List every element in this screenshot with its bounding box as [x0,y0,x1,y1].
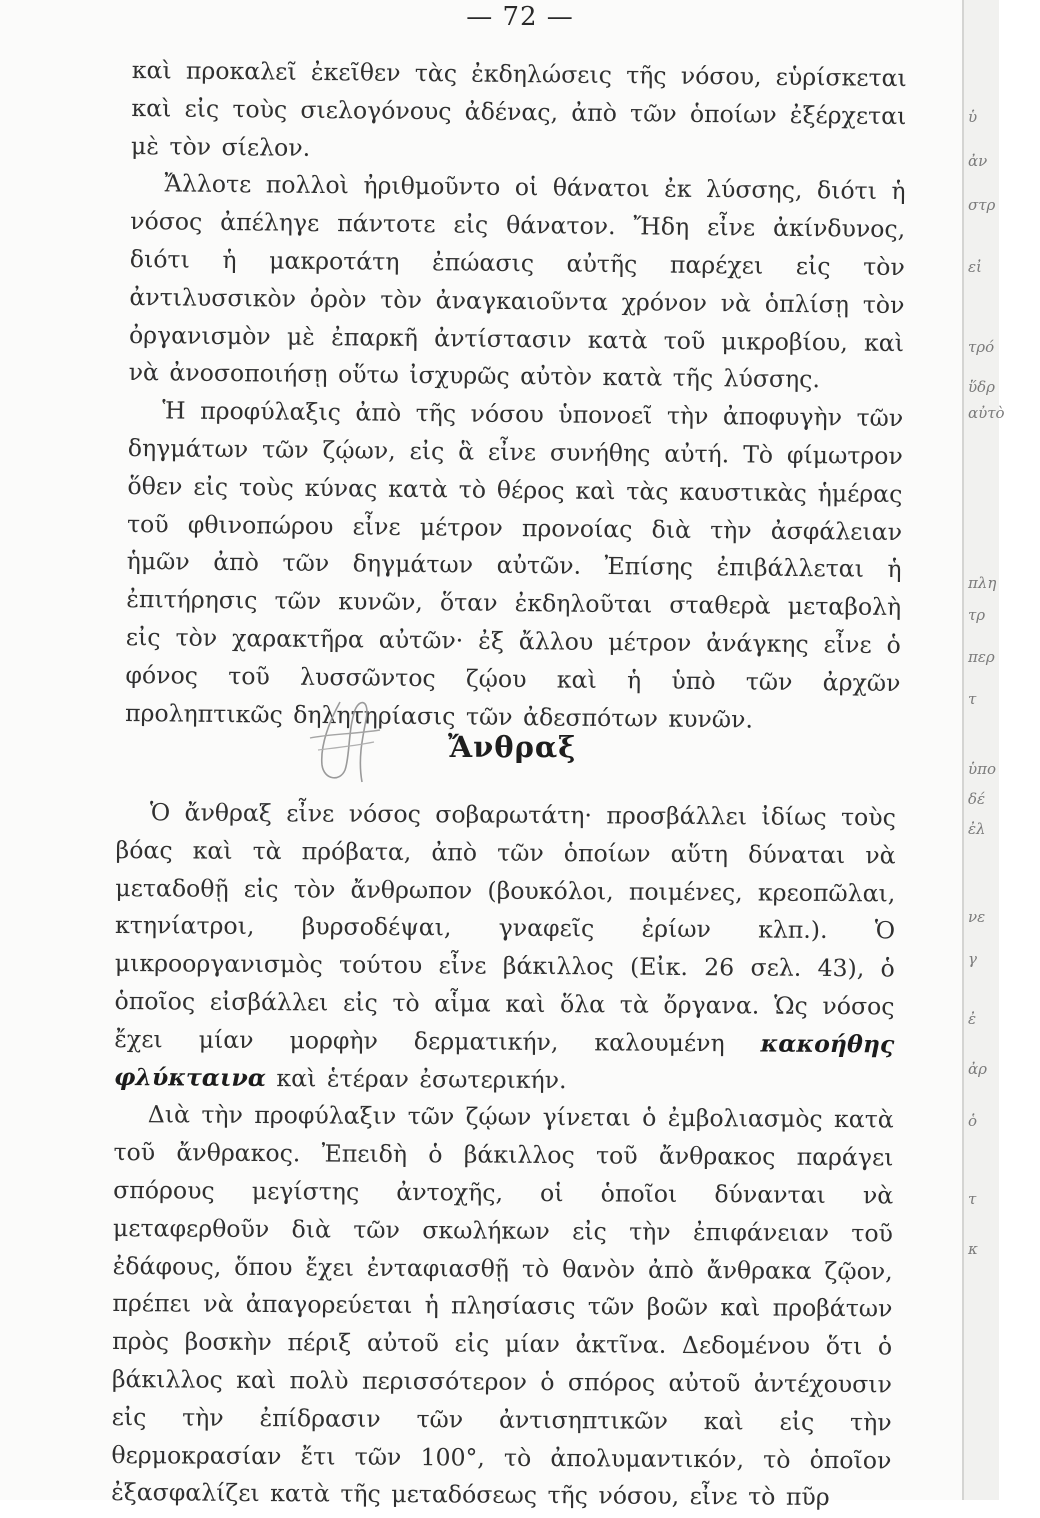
adjacent-page-fragment: ὑ [968,108,978,126]
adjacent-page-fragment: ὑπο [968,760,997,778]
section-rabies-text [125,52,907,740]
pencil-mark-icon [300,690,390,790]
adjacent-page-fragment: ὕδρ [968,378,995,396]
adjacent-page-fragment: ἀρ [968,1060,987,1078]
adjacent-page-fragment: πλη [968,574,997,592]
adjacent-page-fragment: ἐ [968,1010,977,1028]
adjacent-page-fragment: ἐλ [968,820,986,838]
section-anthrax-text [111,794,896,1518]
adjacent-page-fragment: τ [968,1190,977,1208]
adjacent-page-fragment: κ [968,1240,978,1258]
page-number: — 72 — [466,2,574,32]
paragraph-text: καὶ ἑτέραν ἐσωτερικήν. [276,1063,567,1094]
adjacent-page-fragment: γ [968,950,977,968]
paragraph: Ἡ προφύλαξις ἀπὸ τῆς νόσου ὑπονοεῖ τὴν ἀποφυγὴν τῶν δηγμάτων τῶν ζῴων, εἰς ἃ εἶνε συνήθης αὐτή. Τὸ φίμωτρον ὅθεν εἰς τοὺς κύνας κατὰ τὸ θέρος καὶ τὰς καυστικὰς ἡμέρας τοῦ φθινοπώρου εἶνε μέτρον προνοίας διὰ τὴν ἀσφάλειαν ἡμῶν ἀπὸ τῶν δηγμάτων αὐτῶν. Ἐπίσης ἐπιβάλλεται ἡ ἐπιτήρησις τῶν κυνῶν, ὅταν ἐκδηλοῦται σταθερὰ μεταβολὴ εἰς τὸν χαρακτῆρα αὐτῶν· ἐξ ἄλλου μέτρον ἀνάγκης εἶνε ὁ φόνος τοῦ λυσσῶντος ζῴου καὶ ἡ ὑπὸ τῶν ἀρχῶν προληπτικῶς δηλητηρίασις τῶν ἀδεσπότων κυνῶν. [124,396,904,734]
section-heading: Ἄνθραξ [448,730,577,764]
adjacent-page-fragment: στρ [968,196,996,214]
emphasized-term: κακοήθης φλύκταινα [113,1029,895,1092]
adjacent-page-fragment: περ [968,648,995,666]
adjacent-page-fragment: τρ [968,606,986,624]
adjacent-page-edge [962,0,1005,1500]
adjacent-page-fragment: ἀν [968,152,988,170]
adjacent-page-fragment: αὐτὸ [968,404,1005,422]
adjacent-page-fragment: δέ [968,790,986,808]
adjacent-page-fragment: ὁ [968,1112,978,1130]
paragraph: Διὰ τὴν προφύλαξιν τῶν ζῴων γίνεται ὁ ἐμβολιασμὸς κατὰ τοῦ ἄνθρακος. Ἐπειδὴ ὁ βάκιλλος τοῦ ἄνθρακος παράγει σπόρους μεγίστης ἀντοχῆς, οἱ ὁποῖοι δύνανται νὰ μεταφερθοῦν διὰ τῶν σκωλήκων εἰς τὴν ἐπιφάνειαν τοῦ ἐδάφους, ὅπου ἔχει ἐνταφιασθῇ τὸ θανὸν ἀπὸ ἄνθρακα ζῷον, πρέπει νὰ ἀπαγορεύεται ἡ πλησίασις τῶν βοῶν καὶ προβάτων πρὸς βοσκὴν πέριξ αὐτοῦ εἰς μίαν ἀκτῖνα. Δεδομένου ὅτι ὁ βάκιλλος καὶ πολὺ περισσότερον ὁ σπόρος αὐτοῦ ἀντέχουσιν εἰς τὴν ἐπίδρασιν τῶν ἀντισηπτικῶν καὶ εἰς τὴν θερμοκρασίαν ἔτι τῶν 100°, τὸ ἀπολυμαντικόν, τὸ ὁποῖον ἐξασφαλίζει κατὰ τῆς μεταδόσεως τῆς νόσου, εἶνε τὸ πῦρ [111,1100,894,1512]
adjacent-page-fragment: εἰ [968,258,982,276]
paragraph [114,794,896,1102]
paragraph: Ἄλλοτε πολλοὶ ἠριθμοῦντο οἱ θάνατοι ἐκ λύσσης, διότι ἡ νόσος ἀπέληγε πάντοτε εἰς θάνατον. Ἤδη εἶνε ἀκίνδυνος, διότι ἡ μακροτάτη ἐπώασις αὐτῆς παρέχει εἰς τὸν ἀντιλυσσικὸν ὀρὸν τὸν ἀναγκαιοῦντα χρόνον νὰ ὁπλίσῃ τὸν ὀργανισμὸν μὲ ἐπαρκῆ ἀντίστασιν κατὰ τοῦ μικροβίου, καὶ νὰ ἀνοσοποιήσῃ οὕτω ἰσχυρῶς αὐτὸν κατὰ τῆς λύσσης. [128,169,906,394]
paragraph-text: Ὁ ἄνθραξ εἶνε νόσος σοβαρωτάτη· προσβάλλει ἰδίως τοὺς βόας καὶ τὰ πρόβατα, ἀπὸ τῶν ὁποίων αὕτη δύναται νὰ μεταδοθῇ εἰς τὸν ἄνθρωπον (βουκόλοι, ποιμένες, κρεοπῶλαι, κτηνίατροι, βυρσοδέψαι, γναφεῖς ἐρίων κλπ.). Ὁ μικροοργανισμὸς τούτου εἶνε βάκιλλος (Εἰκ. 26 σελ. 43), ὁ ὁποῖος εἰσβάλλει εἰς τὸ αἷμα καὶ ὅλα τὰ ὄργανα. Ὡς νόσος ἔχει μίαν μορφὴν δερματικήν, καλουμένη [114,798,896,1058]
adjacent-page-fragment: νε [968,908,986,926]
paragraph: καὶ προκαλεῖ ἐκεῖθεν τὰς ἐκδηλώσεις τῆς νόσου, εὑρίσκεται καὶ εἰς τοὺς σιελογόνους ἀδένας, ἀπὸ τῶν ὁποίων ἐξέρχεται μὲ τὸν σίελον. [130,55,907,162]
adjacent-page-fragment: τρό [968,338,995,356]
adjacent-page-fragment: τ [968,690,977,708]
